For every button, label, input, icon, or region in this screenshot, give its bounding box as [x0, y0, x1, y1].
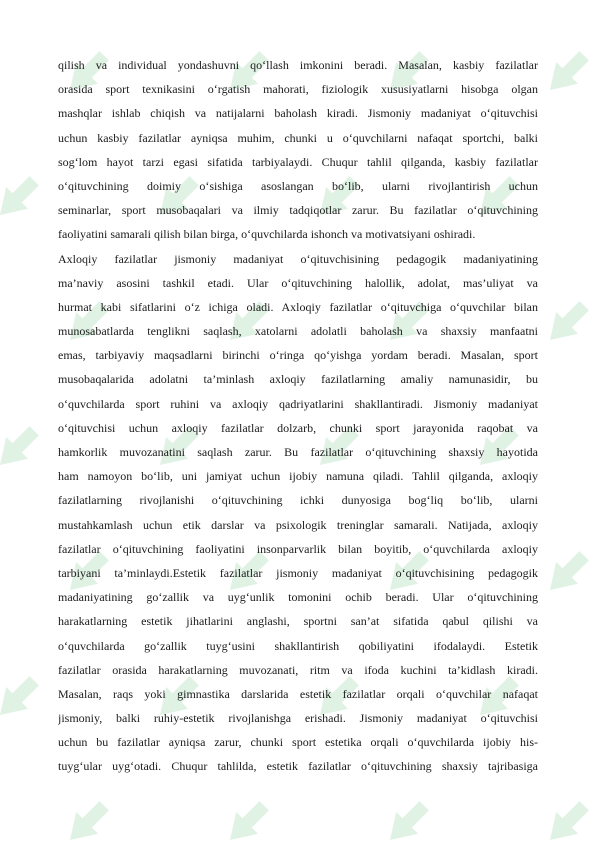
text-line: hamkorlik muvozanatini saqlash zarur. Bu fazilatlar o‘qituvchining shaxsiy hayotida: [58, 445, 538, 459]
text-line: fazilatlarning rivojlanishi o‘qituvchining ichki dunyosiga bog‘liq bo‘lib, ularni: [58, 493, 538, 508]
text-line: madaniyatining go‘zallik va uyg‘unlik tomonini ochib beradi. Ular o‘qituvchining: [58, 590, 538, 605]
text-line: munosabatlarda tenglikni saqlash, xatolarni adolatli baholash va shaxsiy manfaatni: [58, 324, 538, 339]
text-line: mustahkamlash uchun etik darslar va psixologik treninglar samarali. Natijada, axloqiy: [58, 517, 538, 532]
text-line: o‘quvchilarda sport ruhini va axloqiy qadriyatlarini shakllantiradi. Jismoniy madaniyat: [58, 396, 538, 411]
body-text: [58, 53, 538, 779]
text-line: harakatlarning estetik jihatlarini anglashi, sportni san’at sifatida qabul qilishi va: [58, 614, 538, 629]
text-line: fazilatlar o‘qituvchining faoliyatini insonparvarlik bilan boyitib, o‘quvchilarda axloqiy: [58, 541, 538, 556]
text-line: uchun kasbiy fazilatlar ayniqsa muhim, chunki u o‘quvchilarni nafaqat sportchi, balki: [58, 130, 538, 145]
text-line: o‘qituvchining doimiy o‘sishiga asoslangan bo‘lib, ularni rivojlantirish uchun: [58, 178, 538, 193]
text-line: o‘qituvchisi uchun axloqiy fazilatlar dolzarb, chunki sport jarayonida raqobat va: [58, 420, 538, 435]
text-line: orasida sport texnikasini o‘rgatish mahorati, fiziologik xususiyatlarni hisobga olgan: [58, 82, 538, 97]
text-line: faoliyatini samarali qilish bilan birga, o‘quvchilarda ishonch va motivatsiyani oshiradi.: [58, 227, 476, 242]
text-line: mashqlar ishlab chiqish va natijalarni baholash kiradi. Jismoniy madaniyat o‘qituvchisi: [58, 106, 538, 121]
text-line: fazilatlar orasida harakatlarning muvozanati, ritm va ifoda kuchini ta’kidlash kiradi.: [58, 662, 538, 677]
text-line: sog‘lom hayot tarzi egasi sifatida tarbiyalaydi. Chuqur tahlil qilganda, kasbiy fazilatlar: [58, 154, 538, 169]
text-line: Masalan, raqs yoki gimnastika darslarida estetik fazilatlar orqali o‘quvchilar nafaqat: [58, 686, 538, 701]
text-line: seminarlar, sport musobaqalari va ilmiy tadqiqotlar zarur. Bu fazilatlar o‘qituvchining: [58, 203, 538, 218]
text-line: tarbiyani ta’minlaydi.Estetik fazilatlar jismoniy madaniyat o‘qituvchisining pedagogik: [58, 565, 538, 580]
text-line: tuyg‘ular uyg‘otadi. Chuqur tahlilda, estetik fazilatlar o‘qituvchining shaxsiy tajribasiga: [58, 759, 538, 774]
text-line: hurmat kabi sifatlarini o‘z ichiga oladi. Axloqiy fazilatlar o‘qituvchiga o‘quvchilar bilan: [58, 299, 538, 314]
text-line: emas, tarbiyaviy maqsadlarni birinchi o‘ringa qo‘yishga yordam beradi. Masalan, sport: [58, 348, 538, 363]
text-line: o‘quvchilarda go‘zallik tuyg‘usini shakllantirish qobiliyatini ifodalaydi. Estetik: [58, 638, 538, 653]
text-line: ham namoyon bo‘lib, uni jamiyat uchun ijobiy namuna qiladi. Tahlil qilganda, axloqiy: [58, 469, 538, 484]
text-line: ma’naviy asosini tashkil etadi. Ular o‘qituvchining halollik, adolat, mas’uliyat va: [58, 275, 538, 290]
text-line: uchun bu fazilatlar ayniqsa zarur, chunki sport estetika orqali o‘quvchilarda ijobiy his-: [58, 735, 538, 750]
text-line: qilish va individual yondashuvni qo‘llash imkonini beradi. Masalan, kasbiy fazilatlar: [58, 58, 538, 72]
text-line: jismoniy, balki ruhiy-estetik rivojlanishga erishadi. Jismoniy madaniyat o‘qituvchisi: [58, 711, 538, 726]
text-line: Axloqiy fazilatlar jismoniy madaniyat o‘qituvchisining pedagogik madaniyatining: [58, 251, 538, 266]
text-line: musobaqalarida adolatni ta’minlash axloqiy fazilatlarning amaliy namunasidir, bu: [58, 372, 538, 387]
